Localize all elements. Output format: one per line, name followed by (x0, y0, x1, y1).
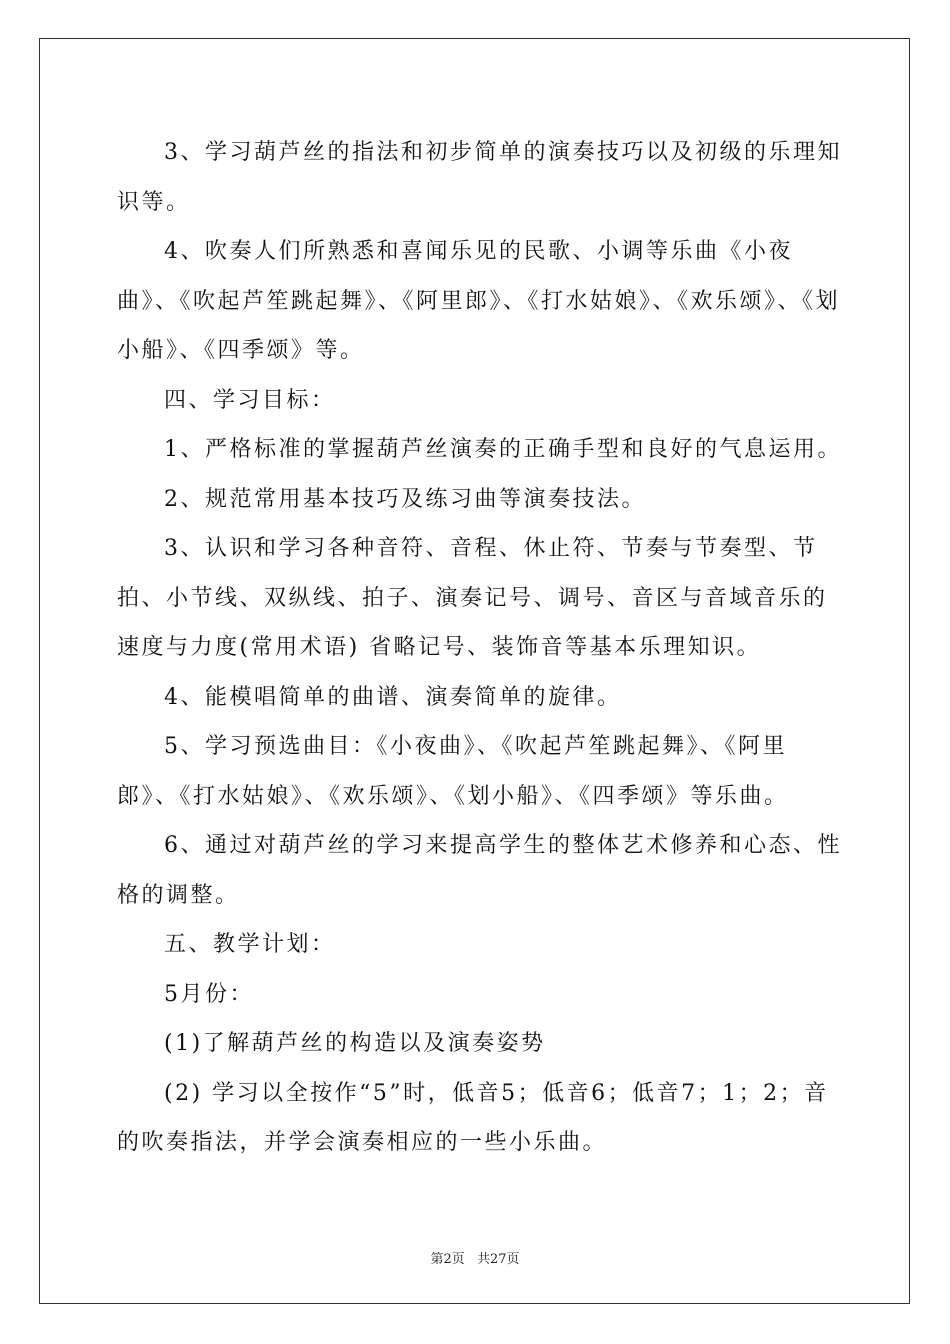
paragraph: 5月份： (164, 981, 254, 1007)
paragraph: 5、学习预选曲目：《小夜曲》、《吹起芦笙跳起舞》、《阿里郎》、《打水姑娘》、《欢乐颂》、《划小船》、《四季颂》等乐曲。 (117, 734, 789, 809)
section-heading: 四、学习目标： (164, 387, 336, 413)
page-footer (0, 1248, 950, 1267)
page-number: 第2页 (430, 1252, 465, 1267)
paragraph: 6、通过对葫芦丝的学习来提高学生的整体艺术修养和心态、性格的调整。 (117, 833, 842, 908)
paragraph: 4、能模唱简单的曲谱、演奏简单的旋律。 (164, 684, 622, 710)
section-heading: 五、教学计划： (164, 932, 336, 957)
paragraph: 3、认识和学习各种音符、音程、休止符、节奏与节奏型、节拍、小节线、双纵线、拍子、演奏记号、调号、音区与音域音乐的速度与力度(常用术语) 省略记号、装饰音等基本乐理知识。 (117, 536, 828, 660)
document-body (117, 128, 847, 1168)
paragraph: 1、严格标准的掌握葫芦丝演奏的正确手型和良好的气息运用。 (164, 437, 842, 462)
paragraph: 3、学习葫芦丝的指法和初步简单的演奏技巧以及初级的乐理知识等。 (117, 140, 842, 215)
paragraph: 2、规范常用基本技巧及练习曲等演奏技法。 (164, 486, 646, 512)
paragraph: 4、吹奏人们所熟悉和喜闻乐见的民歌、小调等乐曲《小夜曲》、《吹起芦笙跳起舞》、《阿里郎》、《打水姑娘》、《欢乐颂》、《划小船》、《四季颂》等。 (117, 239, 841, 363)
page-total: 共27页 (476, 1252, 520, 1267)
paragraph: (1)了解葫芦丝的构造以及演奏姿势 (164, 1031, 546, 1056)
paragraph: (2) 学习以全按作“5”时，低音5；低音6；低音7；1；2；音的吹奏指法，并学会演奏相应的一些小乐曲。 (117, 1080, 829, 1155)
